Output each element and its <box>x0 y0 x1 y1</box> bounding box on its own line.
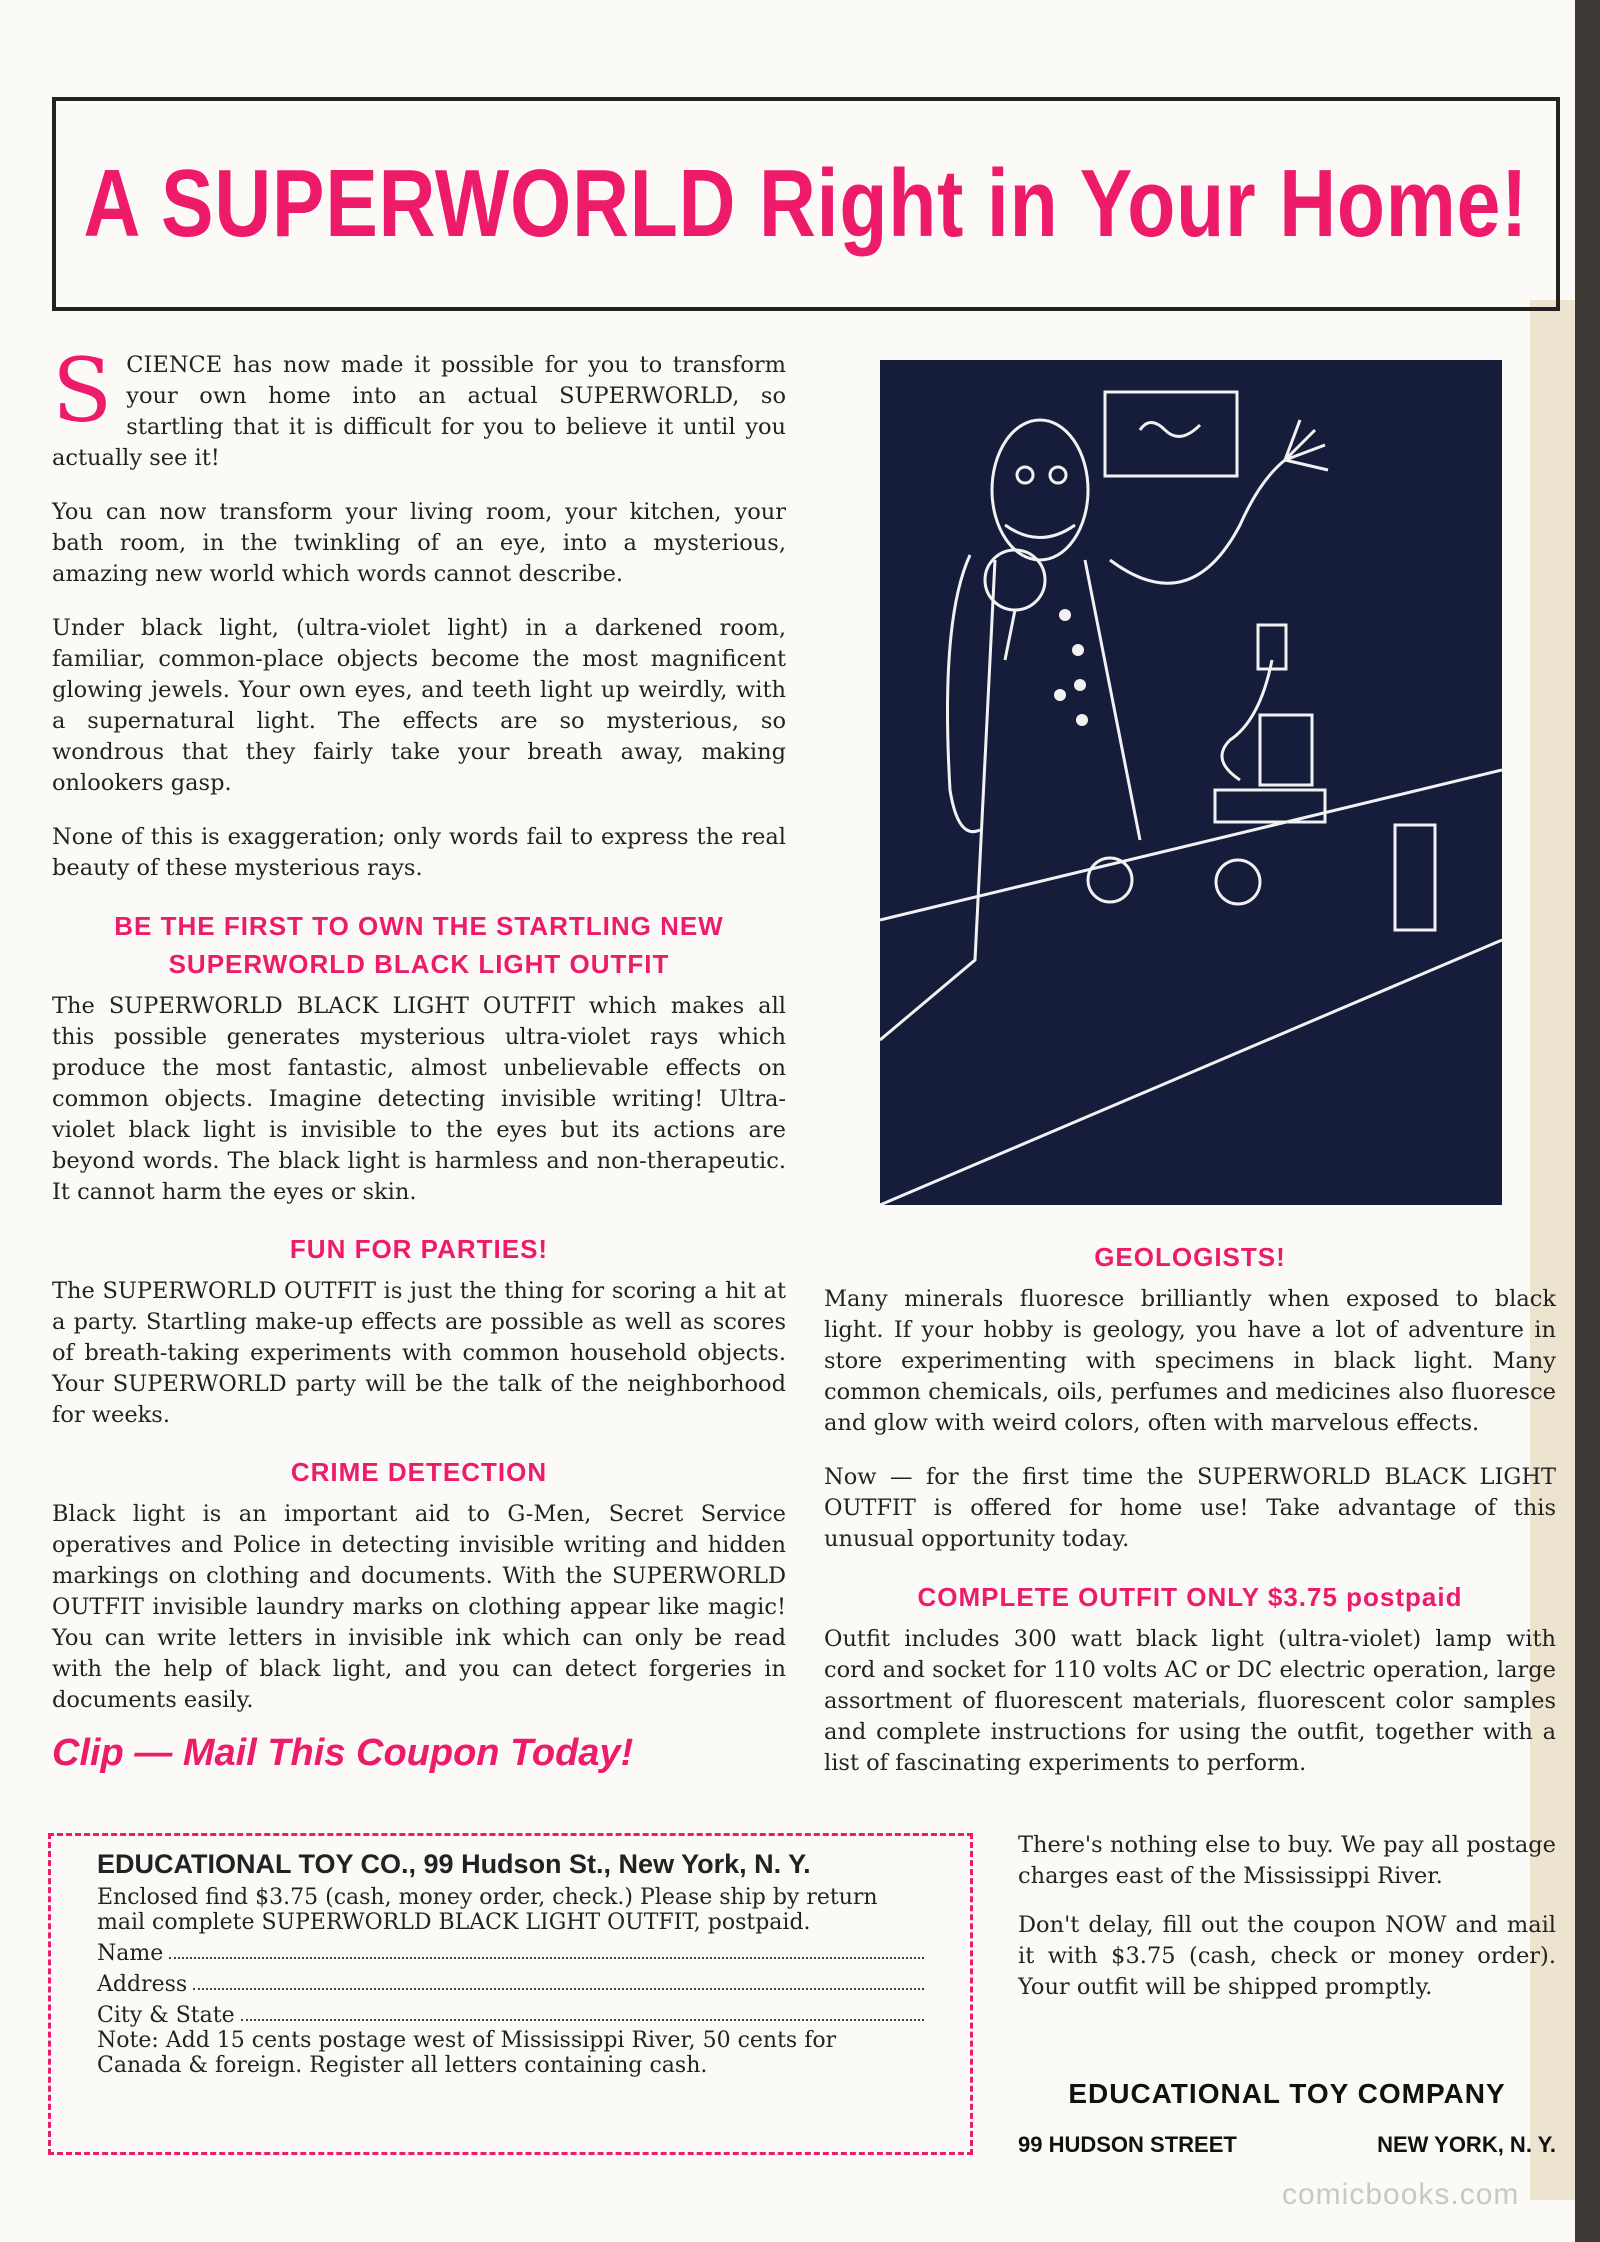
right-bottom-text <box>1018 1830 1556 2021</box>
illustration-svg <box>880 360 1502 1205</box>
coupon-note: Note: Add 15 cents postage west of Mississippi River, 50 cents for Canada & foreign. Register all letters containing cash. <box>97 2028 837 2078</box>
name-line[interactable] <box>169 1941 924 1959</box>
dont-delay: Don't delay, fill out the coupon NOW and mail it with $3.75 (cash, check or money order). Your outfit will be shipped promptly. <box>1018 1912 1556 2000</box>
geologists-body-1: Many minerals fluoresce brilliantly when exposed to black light. If your hobby is geology, you have a lot of adventure in store experimenting with specimens in black light. Many common chemicals, oils, perfumes and medicines also fluoresce and glow with weird colors, often with marvelous effects. <box>824 1286 1556 1436</box>
intro-text-1: CIENCE has now made it possible for you to transform your own home into an actual SUPERWORLD, so startling that it is difficult for you to believe it until you actually see it! <box>52 352 786 471</box>
man-body <box>880 560 995 1040</box>
coupon-heading: EDUCATIONAL TOY CO., 99 Hudson St., New York, N. Y. <box>97 1849 811 1879</box>
company-city: NEW YORK, N. Y. <box>1377 2132 1556 2157</box>
intro-paragraph-4: None of this is exaggeration; only words fail to express the real beauty of these mysterious rays. <box>52 824 786 881</box>
geologists-body-2: Now — for the first time the SUPERWORLD BLACK LIGHT OUTFIT is offered for home use! Take advantage of this unusual opportunity today. <box>824 1464 1556 1552</box>
crime-body: Black light is an important aid to G-Men, Secret Service operatives and Police in detecting invisible writing and hidden markings on clothing and documents. With the SUPERWORLD OUTFIT invisible laundry marks on clothing appear like magic! You can write letters in invisible ink which can only be read with the help of black light, and you can detect forgeries in documents easily. <box>52 1501 786 1713</box>
heading-complete-outfit: COMPLETE OUTFIT ONLY $3.75 postpaid <box>917 1582 1463 1612</box>
heading-geologists: GEOLOGISTS! <box>1094 1242 1286 1272</box>
glowing-bottle <box>1395 825 1435 930</box>
address-field[interactable] <box>97 1972 924 1997</box>
heading-be-the-first: BE THE FIRST TO OWN THE STARTLING NEW SUPERWORLD BLACK LIGHT OUTFIT <box>114 911 724 979</box>
city-state-field[interactable] <box>97 2003 924 2028</box>
glowing-mineral-2 <box>1216 860 1260 904</box>
address-label: Address <box>97 1972 188 1997</box>
title-box <box>52 97 1560 311</box>
clip-coupon-callout: Clip — Mail This Coupon Today! <box>52 1732 634 1774</box>
address-line[interactable] <box>193 1972 924 1990</box>
black-light-illustration <box>880 360 1502 1205</box>
city-state-line[interactable] <box>241 2003 924 2021</box>
man-left-arm <box>948 555 981 832</box>
be-the-first-body: The SUPERWORLD BLACK LIGHT OUTFIT which makes all this possible generates mysterious ultra-violet rays which produce the most fantastic, almost unbelievable effects on common objects. Imagine detecting invisible writing! Ultra-violet black light is invisible to the eyes but its actions are beyond words. The black light is harmless and non-therapeutic. It cannot harm the eyes or skin. <box>52 993 786 1205</box>
intro-paragraph-2: You can now transform your living room, your kitchen, your bath room, in the twinkling of an eye, into a mysterious, amazing new world which words cannot describe. <box>52 499 786 587</box>
sparkles <box>1054 609 1088 726</box>
right-column <box>824 1228 1556 1802</box>
page-title: A SUPERWORLD Right in Your Home! <box>83 150 1529 257</box>
parties-body: The SUPERWORLD OUTFIT is just the thing for scoring a hit at a party. Startling make-up effects are possible as well as scores of breath-taking experiments with common household objects. Your SUPERWORLD party will be the talk of the neighborhood for weeks. <box>52 1278 786 1428</box>
drop-cap: S <box>52 339 113 442</box>
intro-paragraph-3: Under black light, (ultra-violet light) in a darkened room, familiar, common-place objects become the most magnificent glowing jewels. Your own eyes, and teeth light up weirdly, with a supernatural light. The effects are so mysterious, so wondrous that they fairly take your breath away, making onlookers gasp. <box>52 615 786 796</box>
page-edge <box>1575 0 1600 2242</box>
name-label: Name <box>97 1941 164 1966</box>
nothing-else-to-buy: There's nothing else to buy. We pay all postage charges east of the Mississippi River. <box>1018 1832 1556 1889</box>
glowing-glass <box>1260 715 1312 785</box>
city-state-label: City & State <box>97 2003 235 2028</box>
heading-crime-detection: CRIME DETECTION <box>290 1457 548 1487</box>
left-column <box>52 339 786 1774</box>
heading-fun-for-parties: FUN FOR PARTIES! <box>289 1234 549 1264</box>
watermark: comicbooks.com <box>1282 2178 1520 2211</box>
order-coupon <box>48 1833 973 2155</box>
coupon-body: Enclosed find $3.75 (cash, money order, check.) Please ship by return mail complete SUPERWORLD BLACK LIGHT OUTFIT, postpaid. <box>97 1885 878 1935</box>
complete-outfit-body: Outfit includes 300 watt black light (ultra-violet) lamp with cord and socket for 110 volts AC or DC electric operation, large assortment of fluorescent materials, fluorescent color samples and complete instructions for using the outfit, together with a list of fascinating experiments to perform. <box>824 1626 1556 1776</box>
intro-paragraph-1 <box>52 339 786 474</box>
company-street: 99 HUDSON STREET <box>1018 2132 1237 2157</box>
company-block <box>1018 2078 1556 2158</box>
name-field[interactable] <box>97 1941 924 1966</box>
company-address <box>1018 2132 1556 2158</box>
man-right-arm <box>1110 460 1285 583</box>
company-name: EDUCATIONAL TOY COMPANY <box>1068 2078 1506 2109</box>
